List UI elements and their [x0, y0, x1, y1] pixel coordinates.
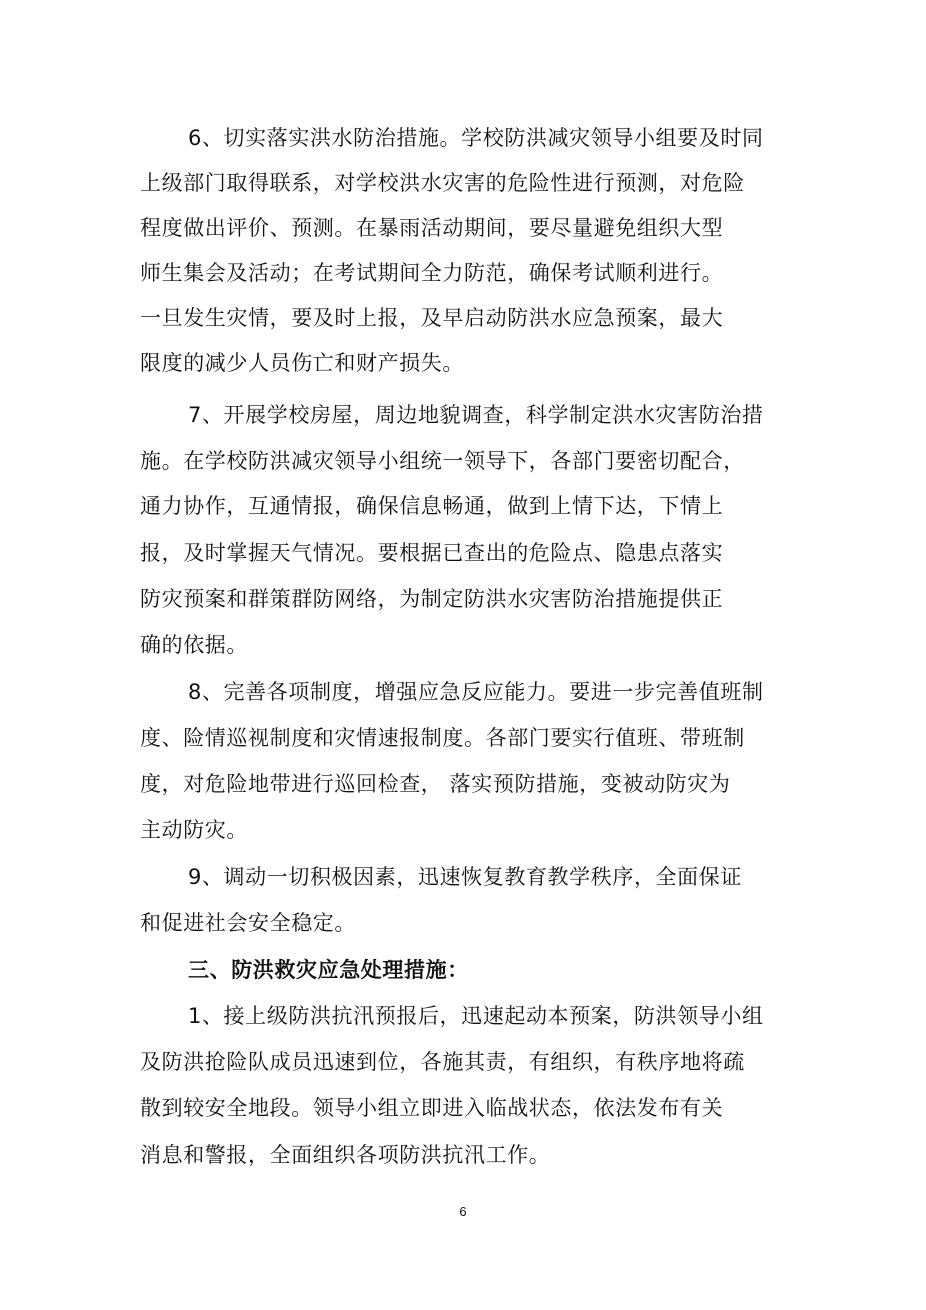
paragraph-7-line-3: 通力协作，互通情报，确保信息畅通，做到上情下达，下情上 — [140, 494, 724, 518]
paragraph-7-line-2: 施。在学校防洪减灾领导小组统一领导下，各部门要密切配合， — [140, 449, 745, 473]
paragraph-7-line-6: 确的依据。 — [140, 633, 248, 657]
paragraph-8-line-1: 8、完善各项制度，增强应急反应能力。要进一步完善值班制 — [188, 680, 764, 704]
paragraph-1-line-4: 消息和警报，全面组织各项防洪抗汛工作。 — [140, 1143, 551, 1167]
paragraph-1-line-1: 1、接上级防洪抗汛预报后，迅速起动本预案，防洪领导小组 — [188, 1004, 764, 1028]
page-number: 6 — [459, 1204, 467, 1219]
paragraph-7-line-1: 7、开展学校房屋，周边地貌调查，科学制定洪水灾害防治措 — [188, 403, 764, 427]
paragraph-7-line-5: 防灾预案和群策群防网络，为制定防洪水灾害防治措施提供正 — [140, 587, 724, 611]
paragraph-1-line-2: 及防洪抢险队成员迅速到位，各施其责，有组织，有秩序地将疏 — [140, 1050, 745, 1074]
paragraph-6-line-1: 6、切实落实洪水防治措施。学校防洪减灾领导小组要及时同 — [188, 126, 764, 150]
paragraph-7-line-4: 报，及时掌握天气情况。要根据已查出的危险点、隐患点落实 — [140, 541, 724, 565]
paragraph-8-line-3: 度，对危险地带进行巡回检查， 落实预防措施，变被动防灾为 — [140, 772, 731, 796]
paragraph-6-line-2: 上级部门取得联系，对学校洪水灾害的危险性进行预测，对危险 — [140, 171, 745, 195]
paragraph-6-line-3: 程度做出评价、预测。在暴雨活动期间，要尽量避免组织大型 — [140, 216, 724, 240]
paragraph-8-line-4: 主动防灾。 — [140, 818, 248, 842]
paragraph-9-line-2: 和促进社会安全稳定。 — [140, 911, 356, 935]
paragraph-1-line-3: 散到较安全地段。领导小组立即进入临战状态，依法发布有关 — [140, 1096, 724, 1120]
section-heading: 三、防洪救灾应急处理措施： — [188, 958, 469, 982]
paragraph-6-line-6: 限度的减少人员伤亡和财产损失。 — [140, 351, 464, 375]
paragraph-6-line-5: 一旦发生灾情，要及时上报，及早启动防洪水应急预案，最大 — [140, 306, 724, 330]
paragraph-9-line-1: 9、调动一切积极因素，迅速恢复教育教学秩序，全面保证 — [188, 865, 742, 889]
paragraph-8-line-2: 度、险情巡视制度和灾情速报制度。各部门要实行值班、带班制 — [140, 726, 745, 750]
paragraph-6-line-4: 师生集会及活动；在考试期间全力防范，确保考试顺利进行。 — [140, 261, 724, 285]
